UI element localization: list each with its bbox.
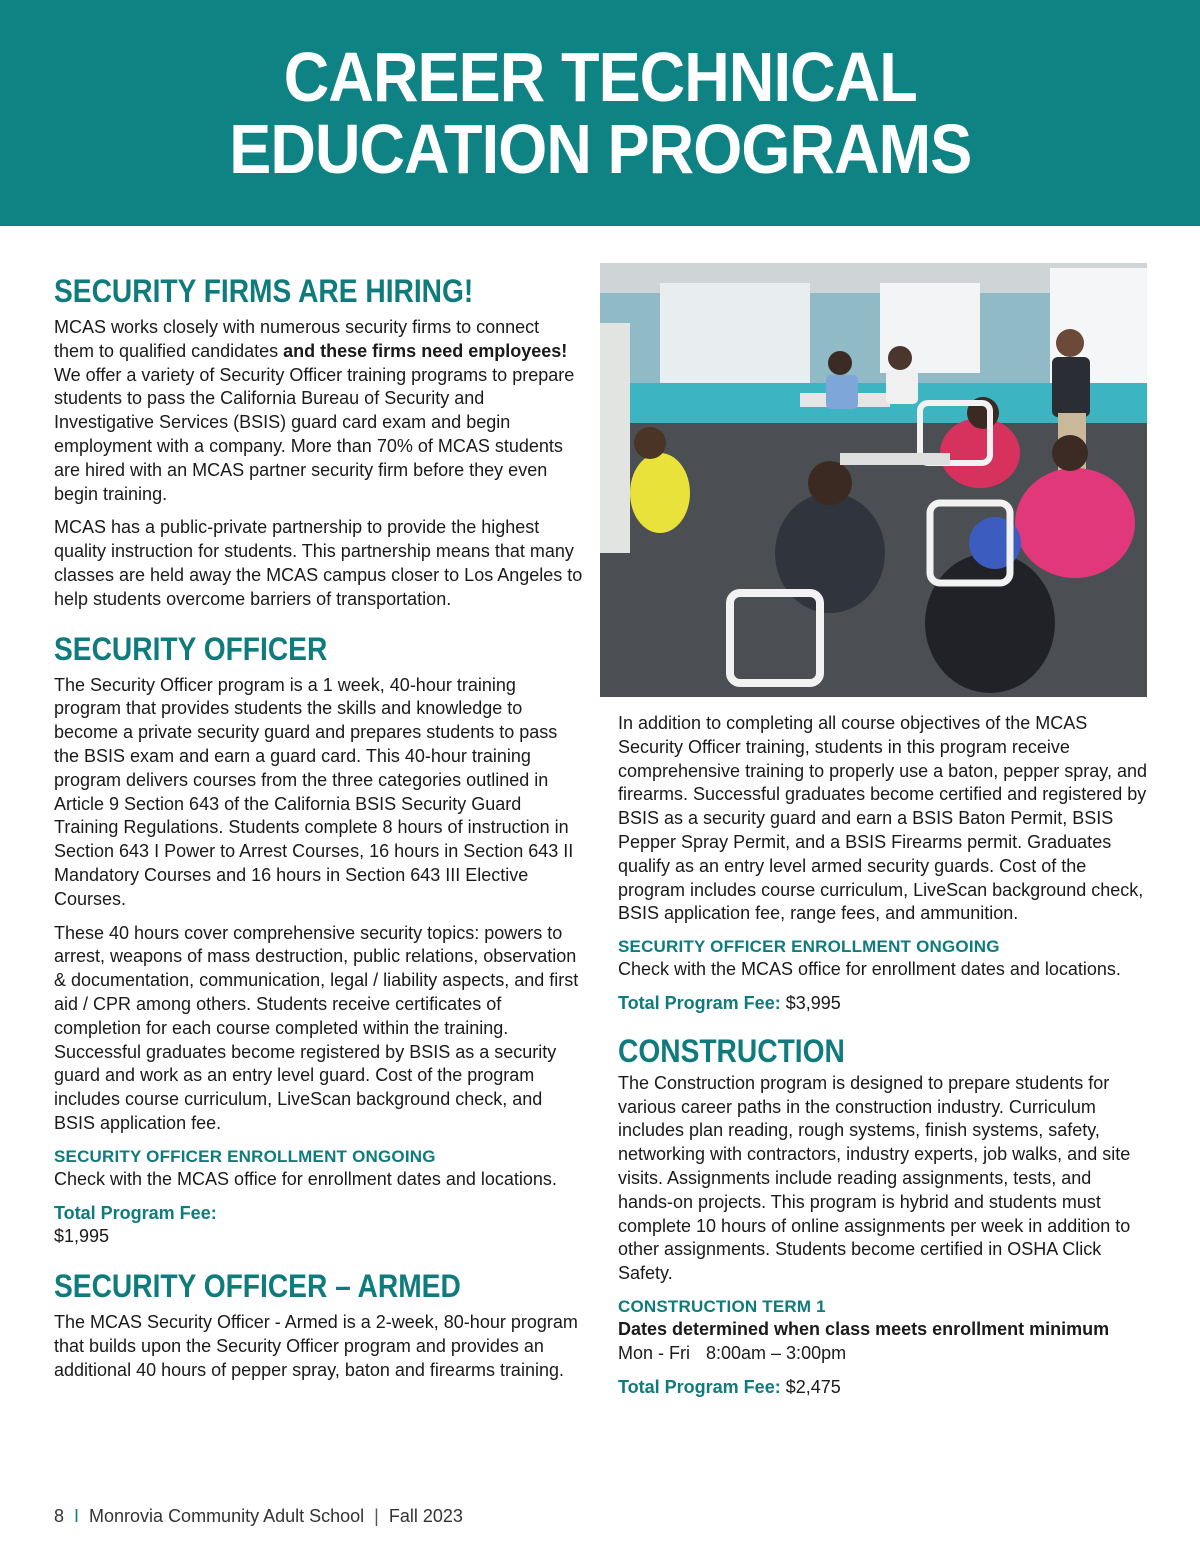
section-construction: [618, 1032, 1148, 1400]
classroom-photo: [600, 263, 1147, 697]
footer-separator-1: I: [74, 1506, 80, 1526]
officer-fee-value: $1,995: [54, 1226, 110, 1247]
section-title-construction: CONSTRUCTION: [618, 1032, 845, 1069]
armed-fee-label: Total Program Fee:: [618, 992, 781, 1013]
officer-enrollment-heading: SECURITY OFFICER ENROLLMENT ONGOING: [54, 1146, 436, 1166]
construction-schedule-days: Mon - Fri: [618, 1342, 690, 1363]
right-column: [618, 712, 1148, 1409]
page-title-line-2: EDUCATION PROGRAMS: [228, 110, 972, 188]
construction-term-heading: CONSTRUCTION TERM 1: [618, 1296, 826, 1316]
construction-paragraph-1: The Construction program is designed to prepare students for various career paths in the construction industry. Curriculum includes plan reading, rough systems, finish systems, safety, networking with contractors, industry experts, job walks, and site visits. Assignments include reading assignments, tests, and hands-on projects. This program is hybrid and students must complete 10 hours of online assignments per week in addition to other assignments. Students become certified in OSHA Click Safety.: [618, 1072, 1131, 1284]
section-title-hiring: SECURITY FIRMS ARE HIRING!: [54, 273, 474, 309]
section-security-officer-armed: [54, 1267, 584, 1382]
officer-paragraph-2: These 40 hours cover comprehensive security topics: powers to arrest, weapons of mass destruction, public relations, observation & documentation, communication, legal / liability aspects, and first aid / CPR among others. Students receive certificates of completion for each course completed within the training. Successful graduates become registered by BSIS as a security guard and work as an entry level guard. Cost of the program includes course curriculum, LiveScan background check, and BSIS application fee.: [54, 922, 579, 1133]
officer-fee: [54, 1202, 584, 1250]
armed-enrollment-heading: SECURITY OFFICER ENROLLMENT ONGOING: [618, 937, 1000, 957]
footer-term: Fall 2023: [388, 1506, 463, 1526]
section-title-security-officer: SECURITY OFFICER: [54, 630, 328, 667]
section-armed-continued: [618, 712, 1148, 1016]
construction-dates-note: Dates determined when class meets enrollment minimum: [618, 1318, 1110, 1339]
section-title-armed: SECURITY OFFICER – ARMED: [54, 1268, 461, 1305]
armed-paragraph-1: The MCAS Security Officer - Armed is a 2-week, 80-hour program that builds upon the Security Officer program and provides an additional 40 hours of pepper spray, baton and firearms training.: [54, 1312, 578, 1380]
officer-fee-label: Total Program Fee:: [54, 1202, 217, 1223]
footer-page-number: 8: [54, 1506, 65, 1526]
construction-fee-value: $2,475: [780, 1376, 841, 1397]
hiring-paragraph-2: MCAS has a public-private partnership to provide the highest quality instruction for students. This partnership means that many classes are held away the MCAS campus closer to Los Angeles to help students overcome barriers of transportation.: [54, 517, 583, 609]
left-column: [54, 272, 584, 1392]
officer-paragraph-1: The Security Officer program is a 1 week, 40-hour training program that provides students the skills and knowledge to become a private security guard and prepares students to pass the BSIS exam and earn a guard card. This 40-hour training program delivers courses from the three categories outlined in Article 9 Section 643 of the California BSIS Security Guard Training Regulations. Students complete 8 hours of instruction in Section 643 I Power to Arrest Courses, 16 hours in Section 643 II Mandatory Courses and 16 hours in Section 643 III Elective Courses.: [54, 674, 574, 909]
hiring-p1-text-a: MCAS works closely with numerous security firms to connect them to qualified candidates: [54, 317, 540, 361]
page-title-line-1: CAREER TECHNICAL: [283, 38, 917, 116]
footer-separator-2: |: [374, 1506, 379, 1526]
officer-enrollment-text: Check with the MCAS office for enrollment dates and locations.: [54, 1168, 557, 1189]
hiring-p1-text-b: We offer a variety of Security Officer training programs to prepare students to pass the California Bureau of Security and Investigative Services (BSIS) guard card exam and begin employment with a company. More than 70% of MCAS students are hired with an MCAS partner security firm before they even begin training.: [54, 364, 575, 504]
hiring-paragraph-1: [54, 316, 584, 506]
page-banner: [0, 0, 1200, 226]
construction-schedule: [618, 1318, 1148, 1366]
armed-fee-value: $3,995: [780, 992, 841, 1013]
page-footer: [54, 1506, 463, 1527]
footer-school-name: Monrovia Community Adult School: [89, 1506, 365, 1526]
section-security-firms-hiring: [54, 272, 584, 612]
section-security-officer: [54, 630, 584, 1250]
armed-paragraph-2: In addition to completing all course objectives of the MCAS Security Officer training, students in this program receive comprehensive training to properly use a baton, pepper spray, and firearms. Successful graduates become certified and registered by BSIS as a security guard and earn a BSIS Baton Permit, BSIS Pepper Spray Permit, and a BSIS Firearms permit. Graduates qualify as an entry level armed security guards. Cost of the program includes course curriculum, LiveScan background check, BSIS application fee, range fees, and ammunition.: [618, 713, 1147, 924]
construction-fee: [618, 1376, 1148, 1400]
construction-schedule-time: 8:00am – 3:00pm: [706, 1342, 847, 1363]
page-title: [228, 38, 972, 188]
armed-fee: [618, 992, 1148, 1016]
hiring-p1-bold: and these firms need employees!: [283, 340, 568, 361]
construction-fee-label: Total Program Fee:: [618, 1376, 781, 1397]
armed-enrollment-text: Check with the MCAS office for enrollment dates and locations.: [618, 959, 1121, 980]
classroom-photo-illustration: [600, 263, 1147, 697]
